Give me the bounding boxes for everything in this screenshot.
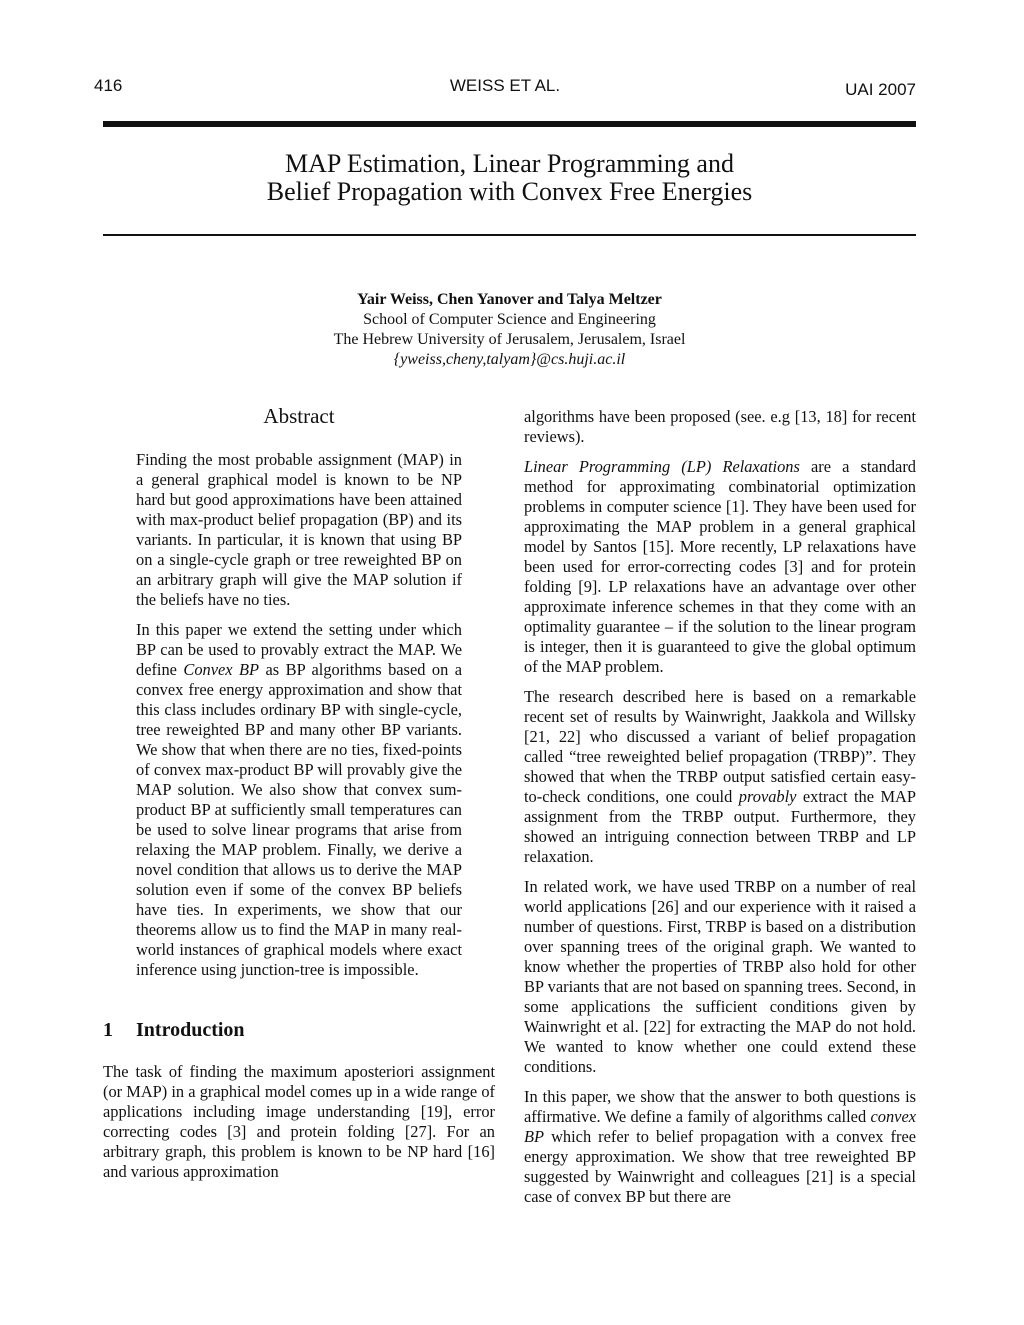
section-title: Introduction <box>136 1019 245 1041</box>
provably-emphasis: provably <box>738 787 797 806</box>
author-email: {yweiss,cheny,talyam}@cs.huji.ac.il <box>393 351 626 368</box>
section-number: 1 <box>103 1019 113 1041</box>
right-p2-text-b: extract the MAP assignment from the TRBP output. Furthermore, they showed an intriguing connection between TRBP and LP relaxation. <box>524 787 916 866</box>
abstract-heading: Abstract <box>263 404 335 428</box>
venue-label: UAI 2007 <box>845 80 916 99</box>
author-names: Yair Weiss, Chen Yanover and Talya Meltzer <box>357 291 662 308</box>
author-block <box>103 290 916 370</box>
paper-title <box>103 150 916 206</box>
author-affiliation: School of Computer Science and Engineering <box>363 311 656 328</box>
right-paragraph-2 <box>524 687 916 867</box>
abstract-paragraph-1: Finding the most probable assignment (MAP) in a general graphical model is known to be NP hard but good approximations have been attained with max-product belief propagation (BP) and its variants. In particular, it is known that using BP on a single-cycle graph or tree reweighted BP on an arbitrary graph will give the MAP solution if the beliefs have no ties. <box>136 450 462 609</box>
author-institution: The Hebrew University of Jerusalem, Jerusalem, Israel <box>333 331 686 348</box>
right-p2-text-a: The research described here is based on a remarkable recent set of results by Wainwright, Jaakkola and Willsky [21, 22] who discussed a variant of belief propagation called “tree reweighted belief propagation (TRBP)”. They showed that when the TRBP output satisfied certain easy-to-check conditions, one could <box>524 687 916 806</box>
abstract-paragraph-2 <box>136 620 462 980</box>
title-top-rule <box>103 121 916 127</box>
page-number: 416 <box>94 76 123 95</box>
right-p4-text-a: In this paper, we show that the answer to both questions is affirmative. We define a family of algorithms called <box>524 1087 916 1126</box>
left-column <box>103 404 495 1192</box>
right-paragraph-0: algorithms have been proposed (see. e.g [13, 18] for recent reviews). <box>524 407 916 446</box>
title-line-2: Belief Propagation with Convex Free Energies <box>266 177 753 206</box>
running-authors: WEISS ET AL. <box>449 76 561 95</box>
abstract-body <box>136 450 462 980</box>
abstract-p2-text-b: as BP algorithms based on a convex free energy approximation and show that this class includes ordinary BP with single-cycle, tree reweighted BP and many other BP variants. We show that when there are no ties, fixed-points of convex max-product BP will provably give the MAP solution. We also show that convex sum-product BP at sufficiently small temperatures can be used to solve linear programs that arise from relaxing the MAP problem. Finally, we derive a novel condition that allows us to derive the MAP solution even if some of the convex BP beliefs have ties. In experiments, we show that our theorems allow us to find the MAP in many real-world instances of graphical models where exact inference using junction-tree is impossible. <box>136 660 462 979</box>
lp-relaxations-emphasis: Linear Programming (LP) Relaxations <box>524 457 800 476</box>
right-p4-text-b: which refer to belief propagation with a convex free energy approximation. We show that tree reweighted BP suggested by Wainwright and colleagues [21] is a special case of convex BP but there are <box>524 1127 916 1206</box>
title-bottom-rule <box>103 234 916 236</box>
title-line-1: MAP Estimation, Linear Programming and <box>285 149 734 178</box>
right-p1-text: are a standard method for approximating combinatorial optimization problems in computer science [1]. They have been used for approximating the MAP problem in a general graphical model by Santos [15]. More recently, LP relaxations have been used for error-correcting codes [3] and for protein folding [9]. LP relaxations have an advantage over other approximate inference schemes in that they come with an optimality guarantee – if the solution to the linear program is integer, then it is guaranteed to give the global optimum of the MAP problem. <box>524 457 916 676</box>
abstract-p2-text-a: In this paper we extend the setting under which BP can be used to provably extract the MAP. We define <box>136 620 462 679</box>
intro-paragraph-1: The task of finding the maximum aposteriori assignment (or MAP) in a graphical model comes up in a wide range of applications including image understanding [19], error correcting codes [3] and protein folding [27]. For an arbitrary graph, this problem is known to be NP hard [16] and various approximation <box>103 1062 495 1181</box>
right-paragraph-4 <box>524 1087 916 1207</box>
abstract-p2-emphasis: Convex BP <box>183 660 260 679</box>
right-paragraph-3: In related work, we have used TRBP on a number of real world applications [26] and our experience with it raised a number of questions. First, TRBP is based on a distribution over spanning trees of the original graph. We wanted to know whether the properties of TRBP also hold for other BP variants that are not based on spanning trees. Second, in some applications the sufficient conditions given by Wainwright et al. [22] for extracting the MAP do not hold. We wanted to know whether one could extend these conditions. <box>524 877 916 1076</box>
right-column <box>524 407 916 1217</box>
right-paragraph-1 <box>524 457 916 677</box>
convex-bp-emphasis: convex BP <box>524 1107 916 1146</box>
section-heading-introduction <box>103 1018 495 1042</box>
running-header <box>94 74 916 102</box>
